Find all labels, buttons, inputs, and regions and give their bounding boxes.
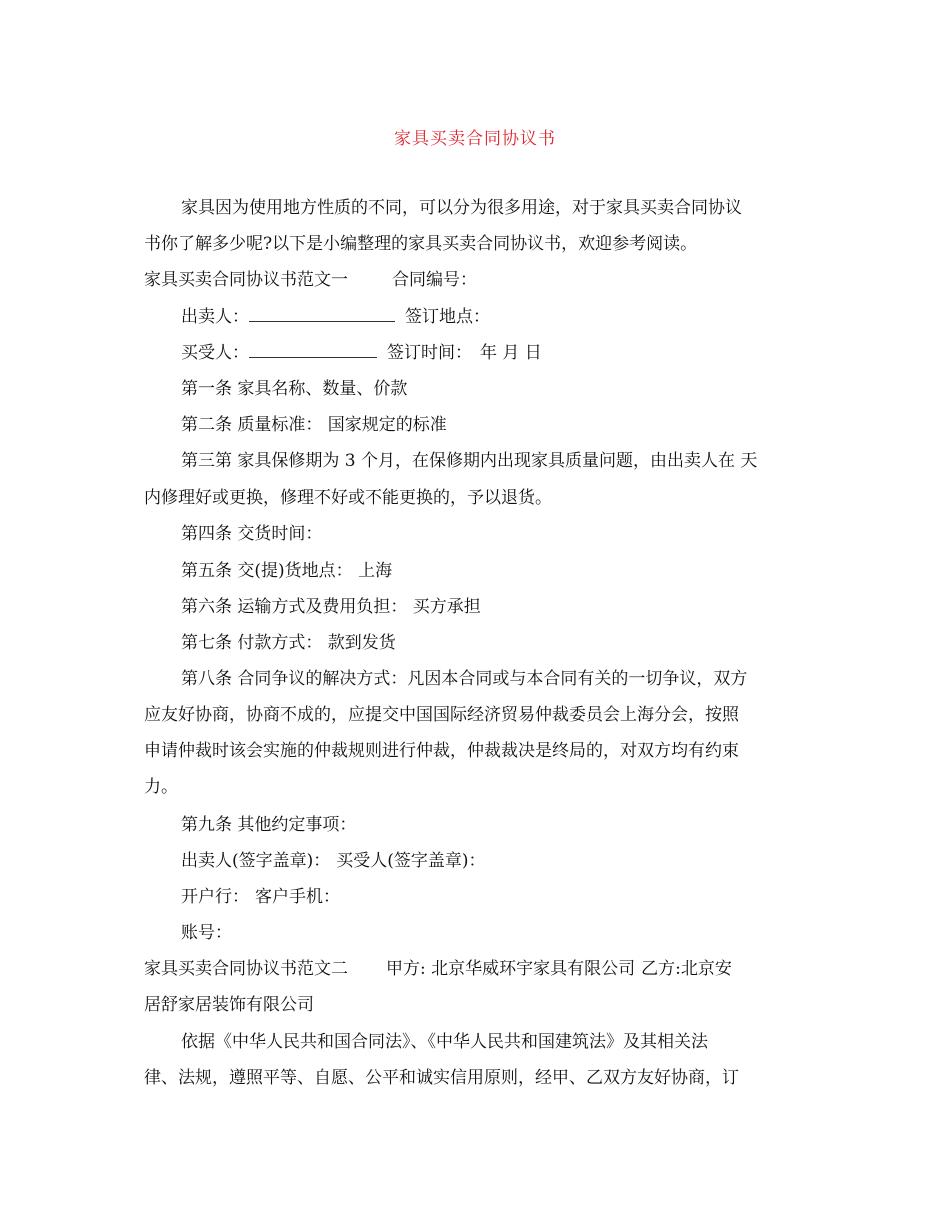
- sample-2-heading-row: [144, 958, 732, 980]
- basis-line-2: 律、法规，遵照平等、自愿、公平和诚实信用原则，经甲、乙双方友好协商，订: [144, 1068, 739, 1088]
- article-8-line-1: 第八条 合同争议的解决方式：凡因本合同或与本合同有关的一切争议，双方: [181, 669, 748, 689]
- article-1: 第一条 家具名称、数量、价款: [181, 379, 408, 399]
- seller-label: 出卖人：: [181, 307, 249, 327]
- bank-label: 开户行：: [181, 887, 249, 907]
- buyer-blank: [249, 343, 377, 358]
- article-2: 第二条 质量标准： 国家规定的标准: [181, 415, 447, 435]
- party-a: 甲方: 北京华威环宇家具有限公司: [386, 959, 636, 979]
- seller-row: [181, 306, 490, 328]
- sample-1-heading-row: [144, 269, 477, 291]
- article-8-line-3: 申请仲裁时该会实施的仲裁规则进行仲裁，仲裁裁决是终局的，对双方均有约束: [144, 741, 739, 761]
- intro-line-1: 家具因为使用地方性质的不同，可以分为很多用途，对于家具买卖合同协议: [181, 198, 742, 218]
- buyer-signature-label: 买受人(签字盖章)：: [336, 851, 486, 871]
- phone-label: 客户手机：: [255, 887, 340, 907]
- article-4: 第四条 交货时间：: [181, 524, 323, 544]
- seller-blank: [249, 307, 395, 322]
- article-3-line-2: 内修理好或更换，修理不好或不能更换的，予以退货。: [144, 488, 552, 508]
- account-label: 账号：: [181, 923, 232, 943]
- article-7: 第七条 付款方式： 款到发货: [181, 633, 396, 653]
- seller-signature-label: 出卖人(签字盖章)：: [181, 851, 331, 871]
- sample-2-heading: 家具买卖合同协议书范文二: [144, 959, 348, 979]
- article-3-line-1: 第三第 家具保修期为 3 个月，在保修期内出现家具质量问题，由出卖人在 天: [181, 451, 758, 471]
- article-8-line-4: 力。: [144, 777, 178, 797]
- sign-place-label: 签订地点：: [405, 307, 490, 327]
- contract-number-label: 合同编号：: [392, 270, 477, 290]
- signature-row: [181, 850, 486, 872]
- party-b-part-1: 乙方:北京安: [641, 959, 732, 979]
- party-b-part-2: 居舒家居装饰有限公司: [144, 995, 314, 1015]
- sample-1-heading: 家具买卖合同协议书范文一: [144, 270, 348, 290]
- article-5: 第五条 交(提)货地点： 上海: [181, 561, 393, 581]
- article-8-line-2: 应友好协商，协商不成的，应提交中国国际经济贸易仲裁委员会上海分会，按照: [144, 705, 739, 725]
- sign-time-label: 签订时间：: [387, 343, 472, 363]
- article-9: 第九条 其他约定事项：: [181, 815, 357, 835]
- sign-date: 年 月 日: [480, 343, 542, 363]
- intro-line-2: 书你了解多少呢?以下是小编整理的家具买卖合同协议书，欢迎参考阅读。: [144, 234, 698, 254]
- document-title: 家具买卖合同协议书: [394, 129, 556, 149]
- basis-line-1: 依据《中华人民共和国合同法》、《中华人民共和国建筑法》及其相关法: [181, 1032, 708, 1052]
- article-6: 第六条 运输方式及费用负担： 买方承担: [181, 597, 481, 617]
- buyer-row: [181, 342, 542, 364]
- bank-row: [181, 886, 340, 908]
- buyer-label: 买受人：: [181, 343, 249, 363]
